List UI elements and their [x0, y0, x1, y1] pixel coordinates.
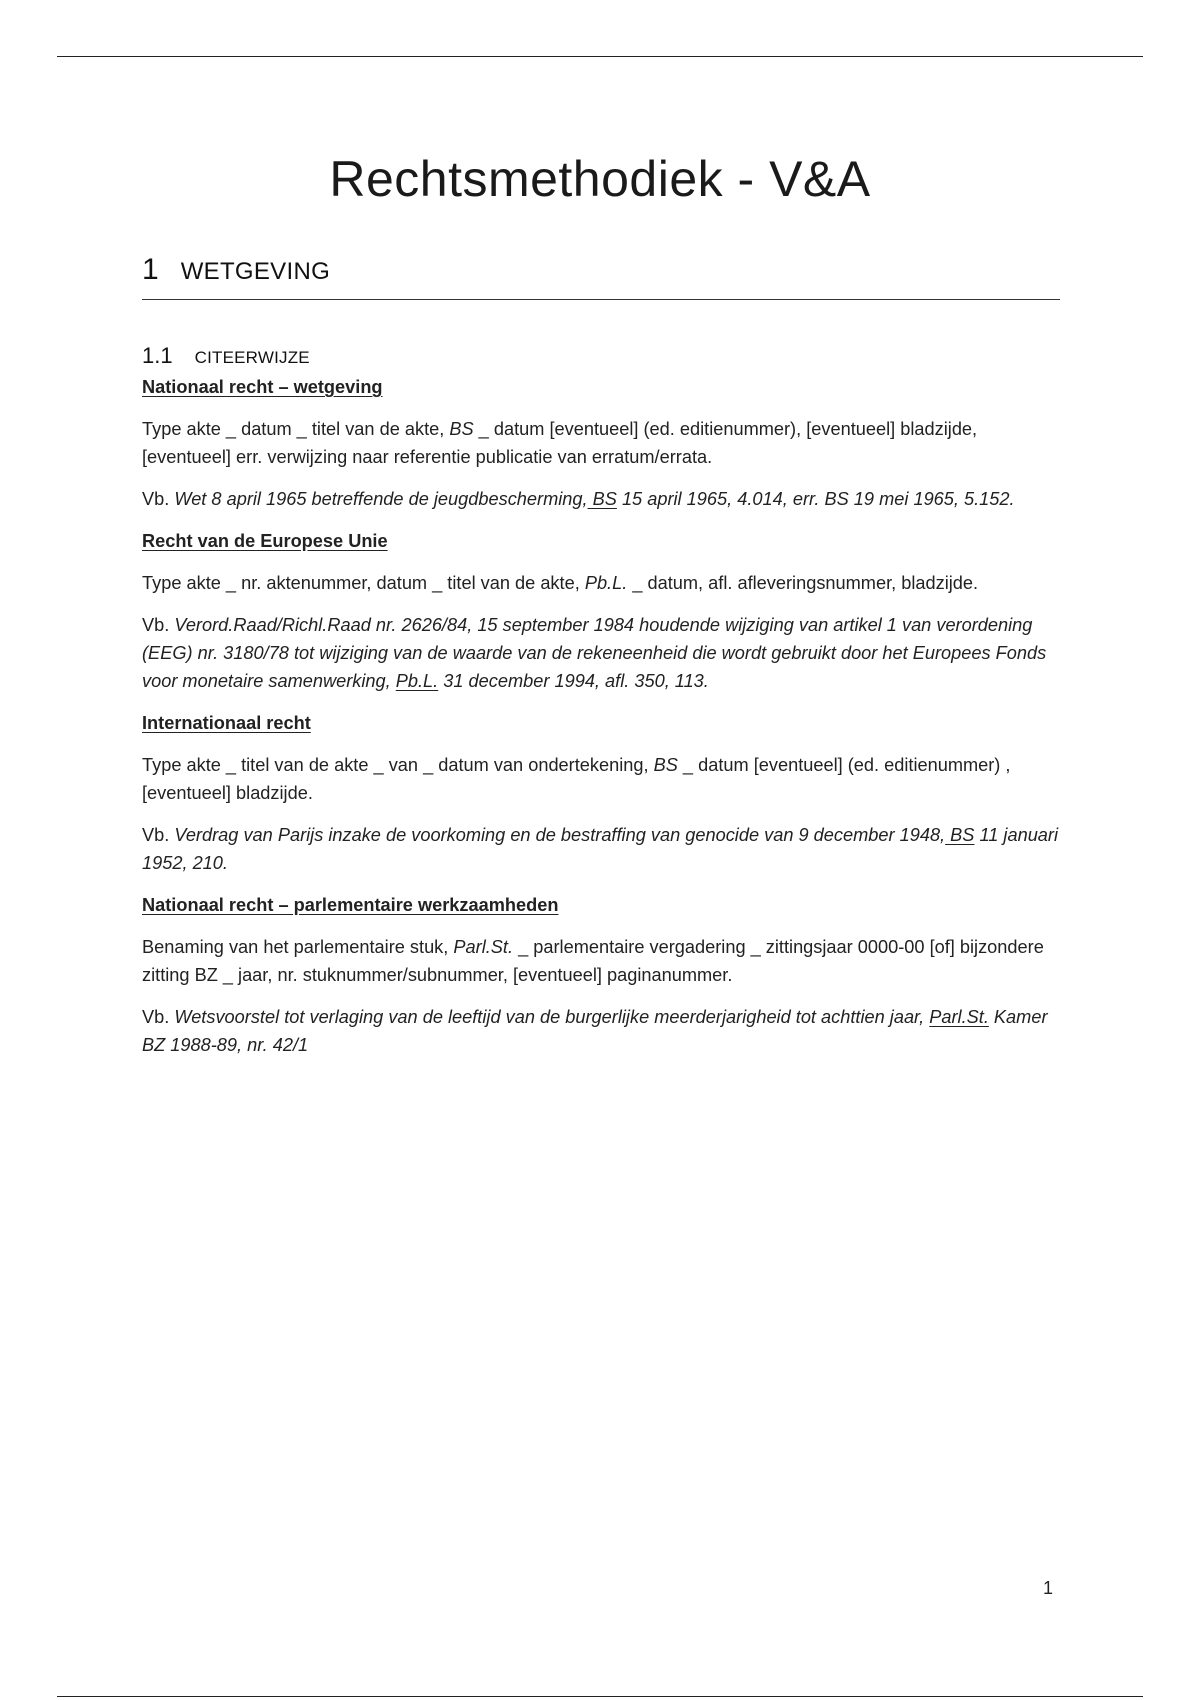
section-title: CITEERWIJZE	[194, 348, 310, 367]
example-text: Kamer BZ 1988-89, nr. 42/1	[142, 1007, 1048, 1055]
example-abbreviation: BS	[945, 825, 975, 845]
subsection-heading-internationaal-recht: Internationaal recht	[142, 713, 311, 733]
format-text: Benaming van het parlementaire stuk,	[142, 937, 454, 957]
footer-rule	[57, 1696, 1143, 1697]
chapter-title: WETGEVING	[180, 258, 331, 285]
citation-format-nationaal-wetgeving	[142, 415, 1062, 471]
document-title: Rechtsmethodiek - V&A	[329, 151, 871, 207]
citation-format-parlementair	[142, 933, 1062, 989]
citation-example-internationaal-recht	[142, 821, 1062, 877]
chapter-heading	[142, 253, 330, 287]
example-text: 11 januari 1952, 210.	[142, 825, 1059, 873]
format-text: _ parlementaire vergadering _ zittingsjaar 0000-00 [of] bijzondere zitting BZ _ jaar, nr. stuknummer/subnummer, [eventueel] paginanummer.	[142, 937, 1044, 985]
format-text: _ datum [eventueel] (ed. editienummer), [eventueel] bladzijde, [eventueel] err. verwijzing naar referentie publicatie van erratum/errata.	[142, 419, 978, 467]
citation-format-internationaal-recht	[142, 751, 1062, 807]
example-prefix: Vb.	[142, 825, 175, 845]
example-abbreviation: BS	[587, 489, 617, 509]
subsection-heading-eu-recht: Recht van de Europese Unie	[142, 531, 388, 551]
example-prefix: Vb.	[142, 1007, 175, 1027]
example-prefix: Vb.	[142, 615, 175, 635]
citation-example-nationaal-wetgeving	[142, 485, 1062, 513]
citation-example-eu-recht	[142, 611, 1062, 695]
example-text: Wet 8 april 1965 betreffende de jeugdbescherming,	[174, 489, 588, 509]
format-text: Type akte _ titel van de akte _ van _ datum van ondertekening,	[142, 755, 654, 775]
example-text: 31 december 1994, afl. 350, 113.	[438, 671, 709, 691]
example-text: Verdrag van Parijs inzake de voorkoming en de bestraffing van genocide van 9 december 1948,	[174, 825, 946, 845]
format-text: _ datum, afl. afleveringsnummer, bladzijde.	[627, 573, 979, 593]
format-abbreviation: Parl.St.	[453, 937, 514, 957]
example-text: Verord.Raad/Richl.Raad nr. 2626/84, 15 september 1984 houdende wijziging van artikel 1 van verordening (EEG) nr. 3180/78 tot wijziging van de waarde van de rekeneenheid die wordt gebruikt door het Europees Fonds voor monetaire samenwerking,	[142, 615, 1047, 691]
example-abbreviation: Parl.St.	[929, 1007, 989, 1027]
format-text: Type akte _ datum _ titel van de akte,	[142, 419, 450, 439]
section-heading	[142, 343, 310, 369]
citation-example-parlementair	[142, 1003, 1062, 1059]
section-number: 1.1	[142, 343, 173, 368]
format-text: _ datum [eventueel] (ed. editienummer) , [eventueel] bladzijde.	[142, 755, 1011, 803]
subsection-heading-parlementair: Nationaal recht – parlementaire werkzaamheden	[142, 895, 559, 915]
example-text: 15 april 1965, 4.014, err. BS 19 mei 1965, 5.152.	[616, 489, 1015, 509]
example-prefix: Vb.	[142, 489, 175, 509]
subsection-heading-nationaal-wetgeving: Nationaal recht – wetgeving	[142, 377, 383, 397]
format-abbreviation: BS	[653, 755, 678, 775]
example-abbreviation: Pb.L.	[395, 671, 439, 691]
format-abbreviation: Pb.L.	[584, 573, 628, 593]
page-number: 1	[1043, 1578, 1054, 1598]
example-text: Wetsvoorstel tot verlaging van de leeftijd van de burgerlijke meerderjarigheid tot achttien jaar,	[174, 1007, 930, 1027]
format-text: Type akte _ nr. aktenummer, datum _ titel van de akte,	[142, 573, 585, 593]
chapter-number: 1	[142, 253, 159, 286]
citation-format-eu-recht	[142, 569, 1062, 597]
chapter-rule	[142, 299, 1060, 300]
format-abbreviation: BS	[449, 419, 474, 439]
document-body	[142, 373, 1062, 1073]
header-rule	[57, 56, 1143, 57]
